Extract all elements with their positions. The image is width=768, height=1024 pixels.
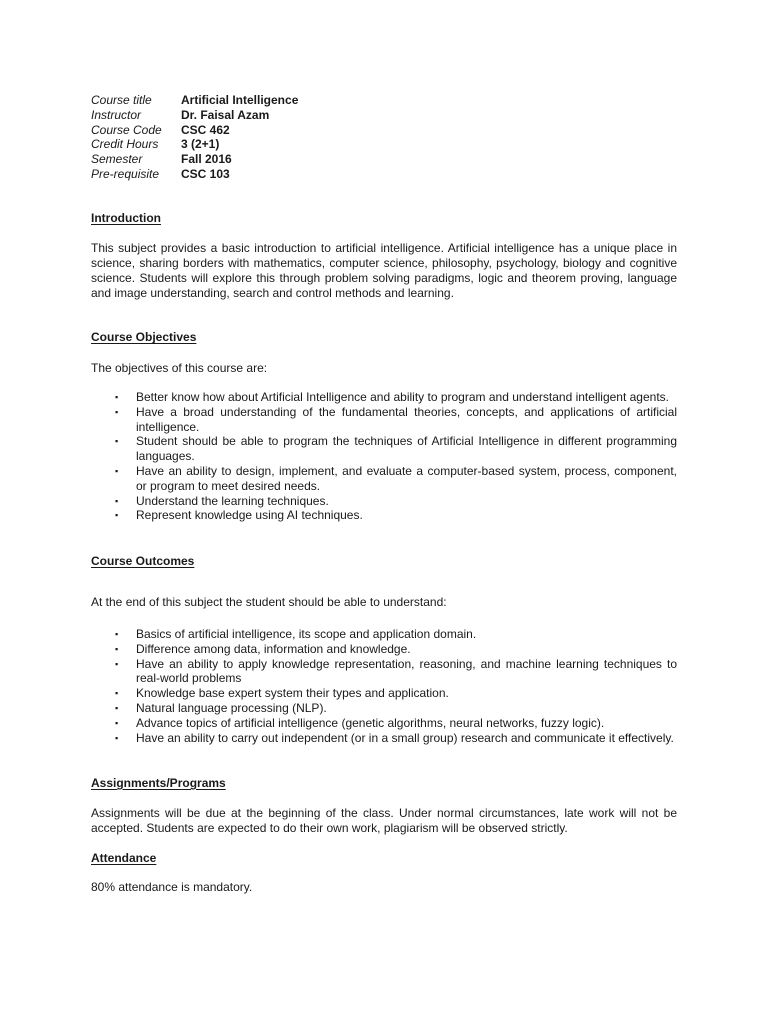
list-item	[91, 716, 677, 731]
outcome-text: Have an ability to apply knowledge representation, reasoning, and machine learning techniques to real-world problems	[136, 656, 677, 686]
bullet-icon: ▪	[115, 436, 119, 447]
credit-hours-value: 3 (2+1)	[181, 137, 220, 152]
list-item	[91, 731, 677, 746]
course-info-table	[91, 93, 298, 182]
list-item	[91, 494, 677, 509]
outcomes-heading: Course Outcomes	[91, 554, 195, 568]
course-title-label: Course title	[91, 93, 152, 107]
introduction-text: This subject provides a basic introduction to artificial intelligence. Artificial intelligence has a unique place in science, sharing borders with mathematics, computer science, philosophy, psychology, biology and cognitive science. Students will explore this through problem solving paradigms, logic and theorem proving, language and image understanding, search and control methods and learning.	[91, 241, 677, 300]
course-code-label: Course Code	[91, 122, 162, 137]
outcome-text: Natural language processing (NLP).	[136, 700, 327, 715]
objectives-heading: Course Objectives	[91, 330, 197, 344]
outcomes-lead: At the end of this subject the student should be able to understand:	[91, 595, 447, 609]
list-item	[91, 508, 677, 523]
objective-text: Have a broad understanding of the fundamental theories, concepts, and applications of artificial intelligence.	[136, 404, 677, 434]
outcomes-list	[91, 627, 677, 745]
course-info-row	[91, 123, 298, 138]
objective-text: Better know how about Artificial Intelligence and ability to program and understand intelligent agents.	[136, 390, 669, 404]
assignments-heading: Assignments/Programs	[91, 776, 226, 790]
bullet-icon: ▪	[115, 465, 119, 476]
bullet-icon: ▪	[115, 510, 119, 521]
bullet-icon: ▪	[115, 643, 119, 654]
credit-hours-label: Credit Hours	[91, 137, 159, 152]
introduction-heading: Introduction	[91, 211, 161, 225]
bullet-icon: ▪	[115, 406, 119, 417]
objective-text: Understand the learning techniques.	[136, 493, 329, 508]
bullet-icon: ▪	[115, 658, 119, 669]
course-info-row	[91, 152, 298, 167]
list-item	[91, 405, 677, 435]
semester-value: Fall 2016	[181, 152, 232, 167]
outcome-text: Advance topics of artificial intelligence (genetic algorithms, neural networks, fuzzy logic).	[136, 715, 605, 730]
list-item	[91, 701, 677, 716]
prerequisite-value: CSC 103	[181, 166, 230, 181]
course-info-row	[91, 167, 298, 182]
bullet-icon: ▪	[115, 392, 119, 402]
bullet-icon: ▪	[115, 717, 119, 728]
outcome-text: Basics of artificial intelligence, its scope and application domain.	[136, 627, 477, 641]
course-info-row	[91, 137, 298, 152]
objectives-lead: The objectives of this course are:	[91, 361, 268, 375]
course-title-value: Artificial Intelligence	[181, 93, 299, 107]
prerequisite-label: Pre-requisite	[91, 166, 160, 181]
list-item	[91, 642, 677, 657]
objective-text: Student should be able to program the techniques of Artificial Intelligence in different programming languages.	[136, 434, 677, 464]
instructor-value: Dr. Faisal Azam	[181, 107, 270, 122]
list-item	[91, 686, 677, 701]
objectives-list	[91, 390, 677, 523]
list-item	[91, 627, 677, 642]
course-info-row	[91, 93, 298, 108]
list-item	[91, 464, 677, 494]
outcome-text: Knowledge base expert system their types and application.	[136, 686, 449, 701]
outcome-text: Have an ability to carry out independent (or in a small group) research and communicate it effectively.	[136, 730, 674, 745]
assignments-text: Assignments will be due at the beginning of the class. Under normal circumstances, late work will not be accepted. Students are expected to do their own work, plagiarism will be observed strictly.	[91, 806, 677, 835]
course-info-row	[91, 108, 298, 123]
attendance-heading: Attendance	[91, 851, 157, 865]
objective-text: Represent knowledge using AI techniques.	[136, 508, 363, 523]
bullet-icon: ▪	[115, 702, 119, 713]
instructor-label: Instructor	[91, 107, 142, 122]
course-code-value: CSC 462	[181, 122, 230, 137]
objective-text: Have an ability to design, implement, and evaluate a computer-based system, process, component, or program to meet desired needs.	[136, 463, 677, 493]
bullet-icon: ▪	[115, 629, 119, 639]
bullet-icon: ▪	[115, 732, 119, 743]
bullet-icon: ▪	[115, 495, 119, 506]
list-item	[91, 434, 677, 464]
list-item	[91, 657, 677, 687]
attendance-text: 80% attendance is mandatory.	[91, 880, 253, 894]
bullet-icon: ▪	[115, 688, 119, 699]
list-item	[91, 390, 677, 405]
semester-label: Semester	[91, 152, 143, 167]
outcome-text: Difference among data, information and knowledge.	[136, 641, 411, 656]
